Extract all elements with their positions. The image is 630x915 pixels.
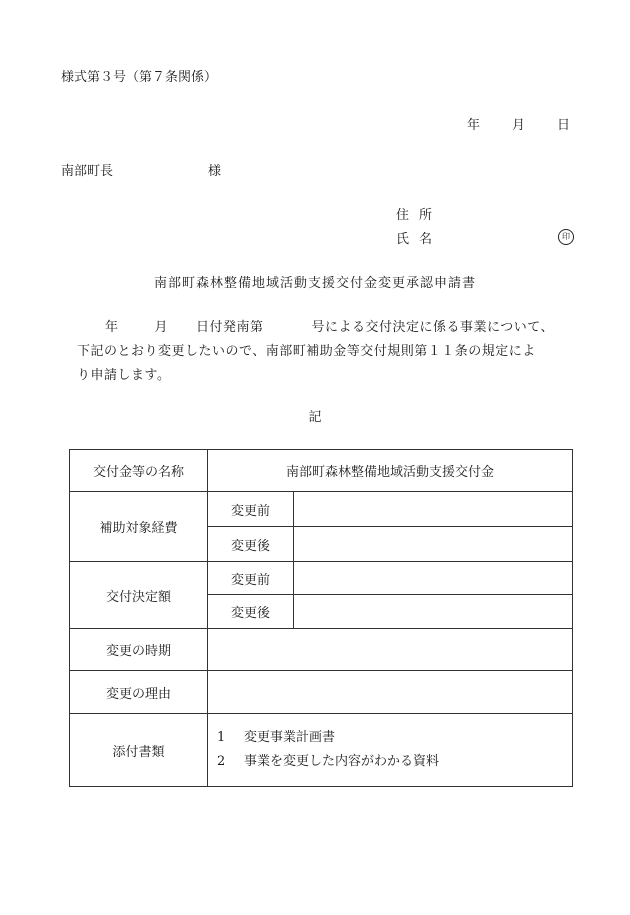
attachment-item bbox=[217, 726, 572, 750]
subsidy-before-label: 変更前 bbox=[208, 492, 294, 527]
subsidy-after-value[interactable] bbox=[294, 527, 573, 562]
table-row-change-time bbox=[70, 629, 573, 671]
attachment-item bbox=[217, 750, 572, 774]
addressee-honorific: 様 bbox=[208, 164, 222, 179]
subsidy-before-value[interactable] bbox=[294, 492, 573, 527]
attachment-number: 1 bbox=[217, 730, 226, 745]
decision-before-value[interactable] bbox=[294, 562, 573, 595]
body-line-3: り申請します。 bbox=[77, 368, 171, 383]
date-day: 日 bbox=[556, 118, 570, 133]
body-date-issue: 日付発南第 bbox=[196, 320, 264, 335]
change-time-value[interactable] bbox=[208, 629, 573, 671]
decision-after-label: 変更後 bbox=[208, 595, 294, 629]
body-line-1 bbox=[77, 316, 577, 340]
ki-heading: 記 bbox=[308, 410, 322, 425]
attachments-label: 添付書類 bbox=[70, 714, 208, 787]
date-month: 月 bbox=[511, 118, 525, 133]
body-year: 年 bbox=[105, 320, 119, 335]
table-row-attachments bbox=[70, 714, 573, 787]
change-time-label: 変更の時期 bbox=[70, 629, 208, 671]
applicant-address-label: 住所 bbox=[396, 208, 443, 223]
decision-before-label: 変更前 bbox=[208, 562, 294, 595]
form-number: 様式第３号（第７条関係） bbox=[61, 70, 218, 85]
applicant-block bbox=[396, 204, 574, 252]
change-reason-label: 変更の理由 bbox=[70, 671, 208, 714]
seal-mark: 印 bbox=[558, 229, 574, 245]
grant-name-label: 交付金等の名称 bbox=[70, 450, 208, 492]
addressee-name: 南部町長 bbox=[61, 164, 114, 179]
body-text bbox=[77, 316, 577, 388]
change-reason-value[interactable] bbox=[208, 671, 573, 714]
subsidy-cost-label: 補助対象経費 bbox=[70, 492, 208, 562]
attachments-list bbox=[208, 726, 572, 774]
date-line bbox=[467, 114, 570, 133]
applicant-name-row bbox=[396, 228, 574, 252]
addressee bbox=[61, 160, 231, 179]
applicant-address-row bbox=[396, 204, 574, 228]
subsidy-after-label: 変更後 bbox=[208, 527, 294, 562]
date-year: 年 bbox=[466, 118, 480, 133]
body-line-2: 下記のとおり変更したいので、南部町補助金等交付規則第１１条の規定によ bbox=[77, 344, 536, 359]
attachment-number: 2 bbox=[217, 754, 226, 769]
decision-amount-label: 交付決定額 bbox=[70, 562, 208, 629]
grant-name-value: 南部町森林整備地域活動支援交付金 bbox=[208, 450, 573, 492]
attachment-text: 事業を変更した内容がわかる資料 bbox=[244, 754, 440, 769]
application-table bbox=[69, 449, 573, 787]
table-row-grant-name bbox=[70, 450, 573, 492]
table-row-change-reason bbox=[70, 671, 573, 714]
table-row-decision-before bbox=[70, 562, 573, 595]
body-line-1-rest: 号による交付決定に係る事業について、 bbox=[311, 320, 555, 335]
decision-after-value[interactable] bbox=[294, 595, 573, 629]
attachments-value bbox=[208, 714, 573, 787]
attachment-text: 変更事業計画書 bbox=[244, 730, 336, 745]
table-row-subsidy-before bbox=[70, 492, 573, 527]
applicant-name-label: 氏名 bbox=[396, 232, 443, 247]
body-month: 月 bbox=[154, 320, 169, 335]
document-title: 南部町森林整備地域活動支援交付金変更承認申請書 bbox=[153, 276, 476, 291]
